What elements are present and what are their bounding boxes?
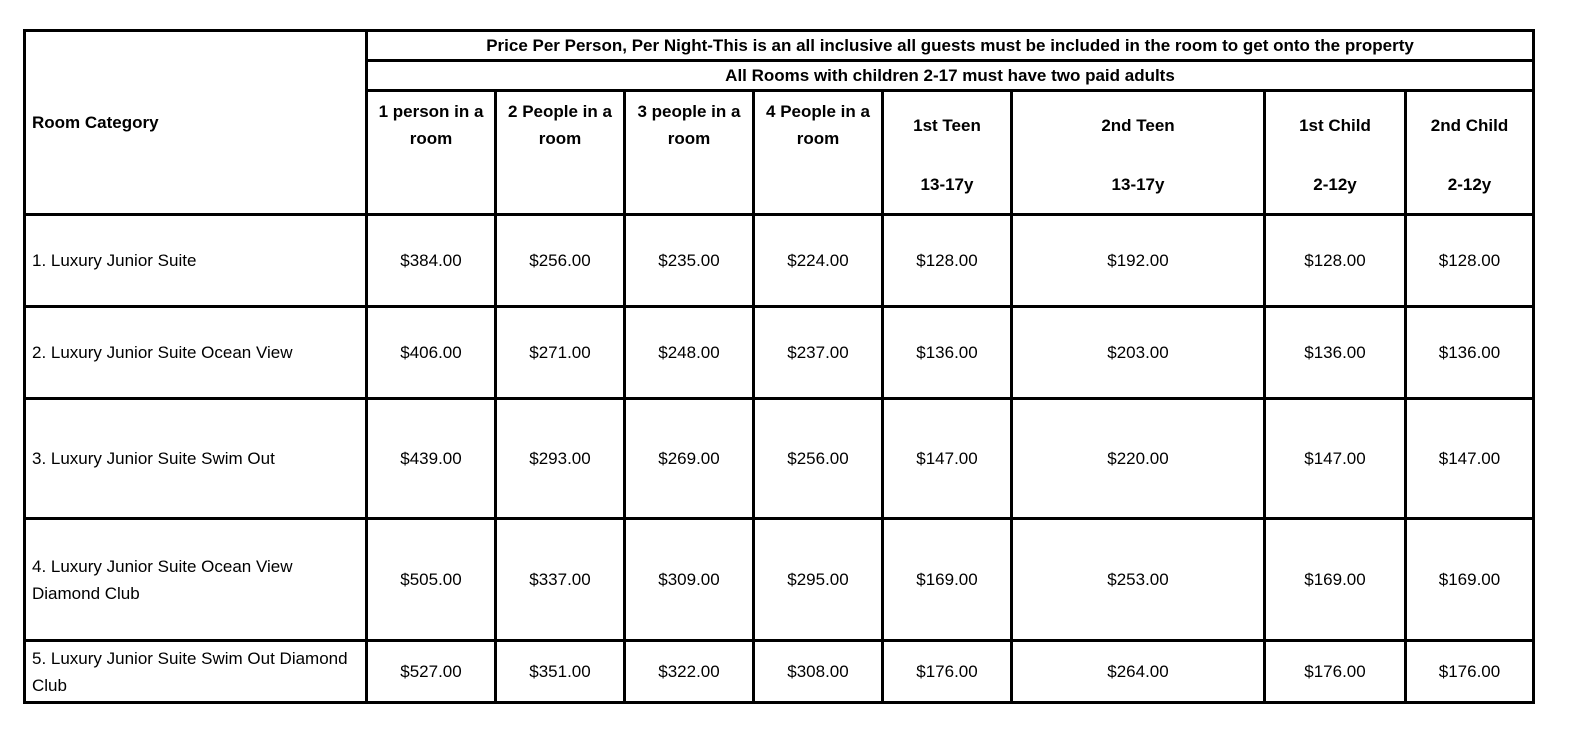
price-cell: $128.00 [883, 215, 1012, 307]
room-category-cell: 5. Luxury Junior Suite Swim Out Diamond Club [25, 641, 367, 703]
price-cell: $384.00 [367, 215, 496, 307]
price-cell: $248.00 [625, 307, 754, 399]
price-cell: $351.00 [496, 641, 625, 703]
room-category-cell: 4. Luxury Junior Suite Ocean View Diamond Club [25, 519, 367, 641]
column-header-2nd-teen: 2nd Teen 13-17y [1012, 91, 1265, 215]
price-cell: $176.00 [883, 641, 1012, 703]
price-cell: $128.00 [1265, 215, 1406, 307]
room-category-cell: 2. Luxury Junior Suite Ocean View [25, 307, 367, 399]
table-row [25, 399, 1534, 519]
price-banner: Price Per Person, Per Night-This is an all inclusive all guests must be included in the room to get onto the property [367, 31, 1534, 61]
price-cell: $293.00 [496, 399, 625, 519]
price-cell: $322.00 [625, 641, 754, 703]
price-cell: $169.00 [1406, 519, 1534, 641]
price-cell: $147.00 [1406, 399, 1534, 519]
table-row [25, 215, 1534, 307]
column-header-4-people: 4 People in a room [754, 91, 883, 215]
price-cell: $439.00 [367, 399, 496, 519]
price-cell: $128.00 [1406, 215, 1534, 307]
price-cell: $309.00 [625, 519, 754, 641]
price-cell: $176.00 [1265, 641, 1406, 703]
room-rates-table [23, 29, 1535, 704]
price-cell: $271.00 [496, 307, 625, 399]
price-cell: $253.00 [1012, 519, 1265, 641]
table-row [25, 519, 1534, 641]
table-row [25, 307, 1534, 399]
table-row [25, 641, 1534, 703]
price-cell: $176.00 [1406, 641, 1534, 703]
room-category-cell: 1. Luxury Junior Suite [25, 215, 367, 307]
price-cell: $147.00 [1265, 399, 1406, 519]
column-header-1-person: 1 person in a room [367, 91, 496, 215]
column-header-1st-child: 1st Child 2-12y [1265, 91, 1406, 215]
column-header-2nd-child: 2nd Child 2-12y [1406, 91, 1534, 215]
price-cell: $136.00 [1406, 307, 1534, 399]
price-cell: $224.00 [754, 215, 883, 307]
price-cell: $192.00 [1012, 215, 1265, 307]
price-cell: $237.00 [754, 307, 883, 399]
price-cell: $169.00 [883, 519, 1012, 641]
price-cell: $256.00 [754, 399, 883, 519]
price-cell: $308.00 [754, 641, 883, 703]
column-header-3-people: 3 people in a room [625, 91, 754, 215]
price-cell: $136.00 [1265, 307, 1406, 399]
price-cell: $505.00 [367, 519, 496, 641]
price-cell: $235.00 [625, 215, 754, 307]
column-header-1st-teen: 1st Teen 13-17y [883, 91, 1012, 215]
price-cell: $203.00 [1012, 307, 1265, 399]
price-cell: $256.00 [496, 215, 625, 307]
price-cell: $136.00 [883, 307, 1012, 399]
children-policy-banner: All Rooms with children 2-17 must have two paid adults [367, 61, 1534, 91]
room-category-header: Room Category [25, 31, 367, 215]
price-cell: $220.00 [1012, 399, 1265, 519]
price-cell: $147.00 [883, 399, 1012, 519]
column-header-2-people: 2 People in a room [496, 91, 625, 215]
price-cell: $264.00 [1012, 641, 1265, 703]
price-cell: $169.00 [1265, 519, 1406, 641]
price-cell: $337.00 [496, 519, 625, 641]
price-cell: $295.00 [754, 519, 883, 641]
price-cell: $269.00 [625, 399, 754, 519]
price-cell: $527.00 [367, 641, 496, 703]
price-cell: $406.00 [367, 307, 496, 399]
room-category-cell: 3. Luxury Junior Suite Swim Out [25, 399, 367, 519]
